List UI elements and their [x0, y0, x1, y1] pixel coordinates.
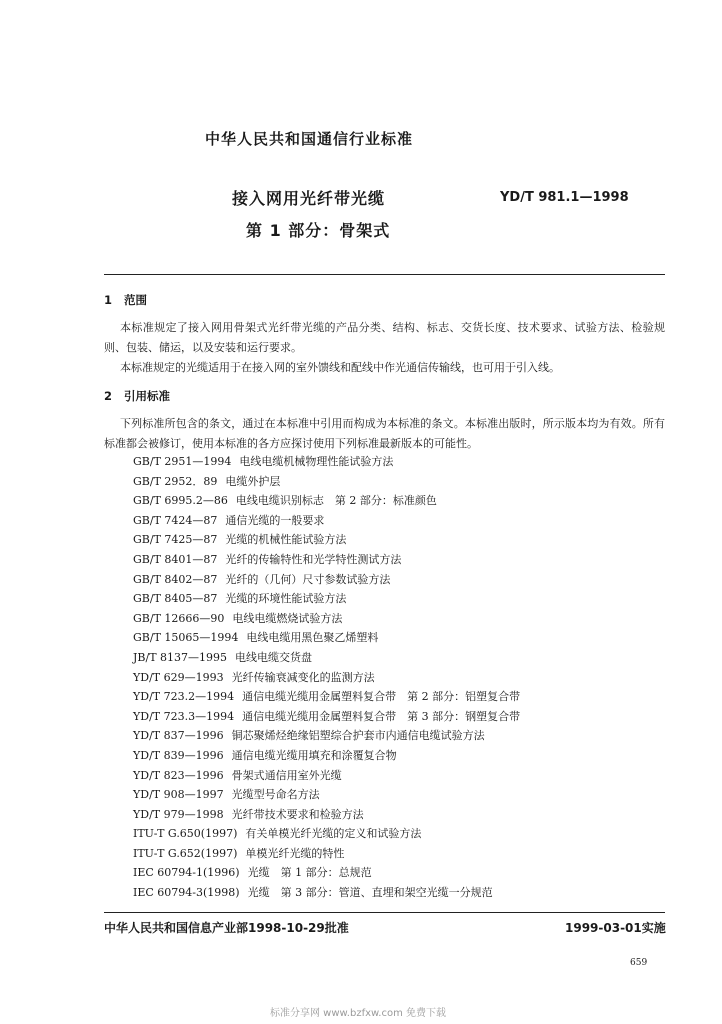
top-divider	[104, 274, 665, 275]
reference-title: 光缆的环境性能试验方法	[225, 592, 347, 606]
reference-title: 通信光缆的一般要求	[225, 513, 325, 527]
reference-code: JB/T 8137—1995	[133, 650, 228, 664]
reference-title: 光缆的机械性能试验方法	[225, 533, 347, 547]
reference-code: GB/T 12666—90	[133, 611, 225, 625]
reference-code: GB/T 2951—1994	[133, 455, 232, 468]
reference-item	[133, 589, 520, 609]
section-1-paragraph-2: 本标准规定的光缆适用于在接入网的室外馈线和配线中作光通信传输线，也可用于引入线。	[120, 361, 560, 374]
reference-item	[133, 628, 520, 648]
reference-code: IEC 60794-3(1998)	[133, 886, 240, 900]
section-title: 范围	[124, 293, 147, 307]
reference-title: 电线电缆交货盘	[235, 650, 313, 664]
standard-number: YD/T 981.1—1998	[500, 190, 629, 205]
issuing-body-header: 中华人民共和国通信行业标准	[205, 130, 414, 148]
reference-item	[133, 570, 520, 590]
reference-code: ITU-T G.650(1997)	[133, 827, 238, 841]
bottom-divider	[104, 912, 665, 913]
section-2-paragraph-1: 下列标准所包含的条文，通过在本标准中引用而构成为本标准的条文。本标准出版时，所示版本均为有效。所有标准都会被修订，使用本标准的各方应探讨使用下列标准最新版本的可能性。	[104, 417, 665, 450]
reference-code: YD/T 979—1998	[133, 807, 224, 821]
reference-title: 电线电缆识别标志 第 2 部分：标准颜色	[235, 494, 437, 508]
reference-item	[133, 746, 520, 766]
section-1-heading	[104, 292, 147, 308]
reference-title: 光缆 第 3 部分：管道、直埋和架空光缆一分规范	[247, 886, 493, 900]
page-number: 659	[630, 958, 648, 968]
reference-item	[133, 687, 520, 707]
reference-code: YD/T 908—1997	[133, 788, 224, 802]
document-title: 接入网用光纤带光缆	[232, 189, 386, 208]
reference-title: 光纤的传输特性和光学特性测试方法	[225, 552, 402, 566]
site-watermark: 标准分享网 www.bzfxw.com 免费下载	[270, 1008, 446, 1019]
reference-item	[133, 844, 520, 864]
reference-title: 电线电缆机械物理性能试验方法	[239, 455, 394, 468]
reference-title: 通信电缆光缆用金属塑料复合带 第 3 部分：钢塑复合带	[242, 709, 521, 723]
reference-item	[133, 452, 520, 472]
reference-item	[133, 609, 520, 629]
reference-title: 单模光纤光缆的特性	[245, 846, 345, 860]
reference-item	[133, 883, 520, 903]
reference-code: GB/T 2952．89	[133, 474, 218, 488]
section-number: 2	[104, 389, 113, 403]
reference-item	[133, 785, 520, 805]
reference-code: GB/T 7424—87	[133, 513, 218, 527]
section-1-paragraph-1: 本标准规定了接入网用骨架式光纤带光缆的产品分类、结构、标志、交货长度、技术要求、试验方法、检验规则、包装、储运，以及安装和运行要求。	[104, 321, 665, 354]
reference-title: 铜芯聚烯烃绝缘铝塑综合护套市内通信电缆试验方法	[231, 729, 485, 743]
approval-statement: 中华人民共和国信息产业部1998-10-29批准	[104, 921, 349, 935]
effective-date: 1999-03-01实施	[565, 921, 666, 935]
reference-code: GB/T 7425—87	[133, 533, 218, 547]
reference-code: GB/T 8402—87	[133, 572, 218, 586]
reference-code: YD/T 629—1993	[133, 670, 224, 684]
reference-item	[133, 511, 520, 531]
reference-item	[133, 805, 520, 825]
reference-item	[133, 766, 520, 786]
reference-title: 通信电缆光缆用填充和涂覆复合物	[231, 748, 397, 762]
reference-item	[133, 668, 520, 688]
reference-title: 光纤带技术要求和检验方法	[231, 807, 364, 821]
reference-title: 通信电缆光缆用金属塑料复合带 第 2 部分：铝塑复合带	[242, 690, 521, 704]
reference-code: ITU-T G.652(1997)	[133, 846, 238, 860]
reference-item	[133, 472, 520, 492]
reference-title: 光缆 第 1 部分：总规范	[247, 866, 372, 880]
reference-code: GB/T 15065—1994	[133, 631, 239, 645]
reference-item	[133, 824, 520, 844]
reference-code: YD/T 837—1996	[133, 729, 224, 743]
reference-title: 光纤传输衰减变化的监测方法	[231, 670, 375, 684]
reference-item	[133, 707, 520, 727]
reference-title: 有关单模光纤光缆的定义和试验方法	[245, 827, 422, 841]
reference-title: 电线电缆燃烧试验方法	[232, 611, 343, 625]
reference-title: 光缆型号命名方法	[231, 788, 320, 802]
reference-code: GB/T 6995.2—86	[133, 494, 228, 508]
reference-code: YD/T 723.3—1994	[133, 709, 235, 723]
reference-title: 骨架式通信用室外光缆	[231, 768, 342, 782]
reference-code: IEC 60794-1(1996)	[133, 866, 240, 880]
reference-code: GB/T 8401—87	[133, 552, 218, 566]
reference-item	[133, 648, 520, 668]
reference-item	[133, 491, 520, 511]
reference-title: 电缆外护层	[225, 474, 281, 488]
reference-code: YD/T 839—1996	[133, 748, 224, 762]
reference-item	[133, 863, 520, 883]
document-subtitle: 第 1 部分：骨架式	[246, 221, 391, 240]
normative-references-list	[133, 452, 520, 903]
section-title: 引用标准	[124, 389, 170, 403]
section-2-heading	[104, 388, 170, 404]
reference-title: 光纤的（几何）尺寸参数试验方法	[225, 572, 391, 586]
reference-code: GB/T 8405—87	[133, 592, 218, 606]
section-number: 1	[104, 293, 113, 307]
reference-item	[133, 530, 520, 550]
reference-item	[133, 550, 520, 570]
reference-item	[133, 726, 520, 746]
reference-code: YD/T 823—1996	[133, 768, 224, 782]
reference-title: 电线电缆用黑色聚乙烯塑料	[246, 631, 379, 645]
reference-code: YD/T 723.2—1994	[133, 690, 235, 704]
